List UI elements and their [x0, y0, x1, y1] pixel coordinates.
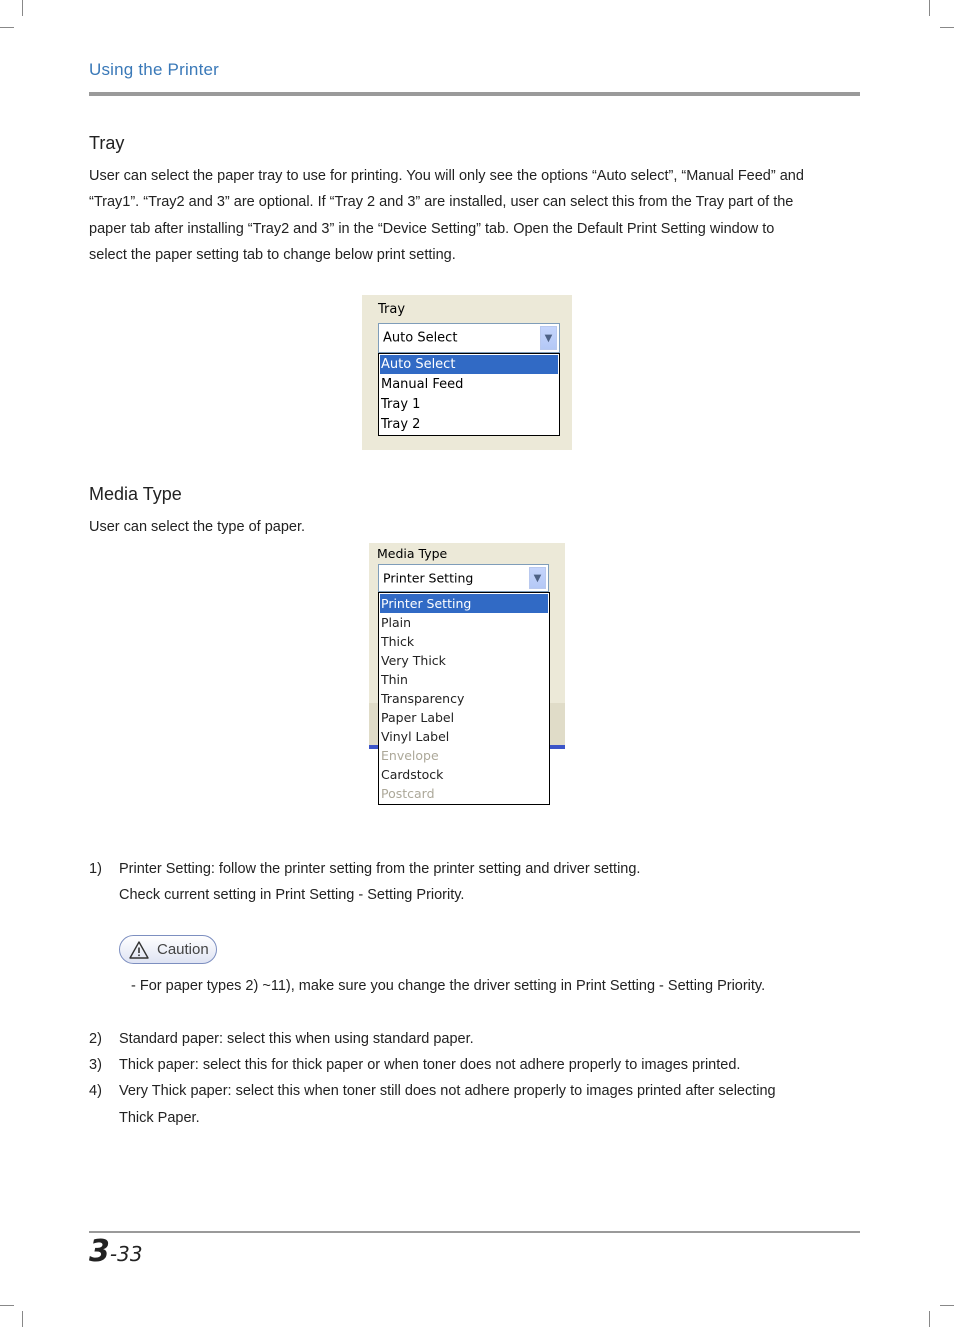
- tray-dropdown-list: [378, 353, 560, 436]
- crop-mark: [929, 0, 930, 16]
- dropdown-option[interactable]: Printer Setting: [380, 594, 548, 613]
- crop-mark: [22, 1311, 23, 1327]
- list-item-text: Very Thick paper: select this when toner still does not adhere properly to images printed after selecting: [119, 1083, 776, 1099]
- crop-mark: [940, 1305, 954, 1306]
- media-type-select-value: Printer Setting: [383, 570, 474, 586]
- caution-note: - For paper types 2) ~11), make sure you change the driver setting in Print Setting - Setting Priority.: [131, 978, 766, 994]
- list-item-text: Thick paper: select this for thick paper or when toner does not adhere properly to images printed.: [119, 1057, 741, 1073]
- tray-select[interactable]: [378, 323, 560, 353]
- dropdown-option[interactable]: Thick: [381, 634, 415, 649]
- footer-divider: [89, 1231, 860, 1233]
- dropdown-option[interactable]: Manual Feed: [381, 377, 464, 392]
- list-item-text: Standard paper: select this when using standard paper.: [119, 1031, 474, 1047]
- dropdown-option[interactable]: Cardstock: [381, 767, 444, 782]
- crop-mark: [0, 27, 14, 28]
- media-type-label: [377, 546, 447, 561]
- list-item-text: Thick Paper.: [119, 1110, 200, 1126]
- list-number: 4): [89, 1083, 102, 1099]
- media-type-heading: Media Type: [89, 484, 182, 504]
- page-index: -33: [109, 1242, 143, 1266]
- tray-label: [378, 302, 405, 317]
- dropdown-option-disabled: Postcard: [381, 786, 435, 801]
- media-type-label-text: Media Type: [377, 546, 448, 561]
- list-number: 1): [89, 861, 102, 877]
- media-type-dropdown-list: [378, 592, 550, 805]
- dropdown-option[interactable]: Transparency: [381, 691, 465, 706]
- chapter-number: 3: [89, 1234, 110, 1269]
- dropdown-option[interactable]: Plain: [381, 615, 412, 630]
- list-item-text: Check current setting in Print Setting - Setting Priority.: [119, 887, 465, 903]
- dropdown-option[interactable]: Thin: [381, 672, 408, 687]
- tray-description: User can select the paper tray to use for printing. You will only see the options “Auto select”, “Manual Feed” and “Tray1”. “Tray2 and 3” are optional. If “Tray 2 and 3” are installed, user can select this from the Tray part of the paper tab after installing “Tray2 and 3” in the “Device Setting” tab. Open the Default Print Setting window to select the paper setting tab to change below print setting.: [89, 168, 804, 264]
- list-item-text: Printer Setting: follow the printer setting from the printer setting and driver setting.: [119, 861, 641, 877]
- chevron-down-icon[interactable]: ▼: [529, 567, 546, 589]
- section-header: Using the Printer: [89, 60, 220, 79]
- header-divider: [89, 92, 860, 96]
- dropdown-option[interactable]: Paper Label: [381, 710, 455, 725]
- tray-label-text: Tray: [378, 302, 406, 317]
- list-number: 3): [89, 1057, 102, 1073]
- warning-icon: [129, 941, 149, 959]
- tray-screenshot: [362, 295, 572, 450]
- caution-label: Caution: [157, 941, 209, 958]
- dropdown-option-disabled: Envelope: [381, 748, 439, 763]
- dropdown-option[interactable]: Very Thick: [381, 653, 446, 668]
- page-number: [89, 1234, 143, 1269]
- tray-select-value: Auto Select: [383, 330, 458, 346]
- media-type-description: User can select the type of paper.: [89, 519, 306, 535]
- dropdown-option[interactable]: Vinyl Label: [381, 729, 450, 744]
- crop-mark: [22, 0, 23, 16]
- crop-mark: [0, 1305, 14, 1306]
- media-type-select[interactable]: [378, 564, 549, 592]
- dropdown-option[interactable]: Auto Select: [380, 355, 558, 374]
- crop-mark: [929, 1311, 930, 1327]
- list-number: 2): [89, 1031, 102, 1047]
- crop-mark: [940, 27, 954, 28]
- dropdown-option[interactable]: Tray 1: [381, 397, 421, 412]
- dropdown-option[interactable]: Tray 2: [381, 417, 421, 432]
- chevron-down-icon[interactable]: ▼: [540, 326, 557, 350]
- caution-badge: [119, 935, 217, 964]
- tray-heading: Tray: [89, 133, 125, 153]
